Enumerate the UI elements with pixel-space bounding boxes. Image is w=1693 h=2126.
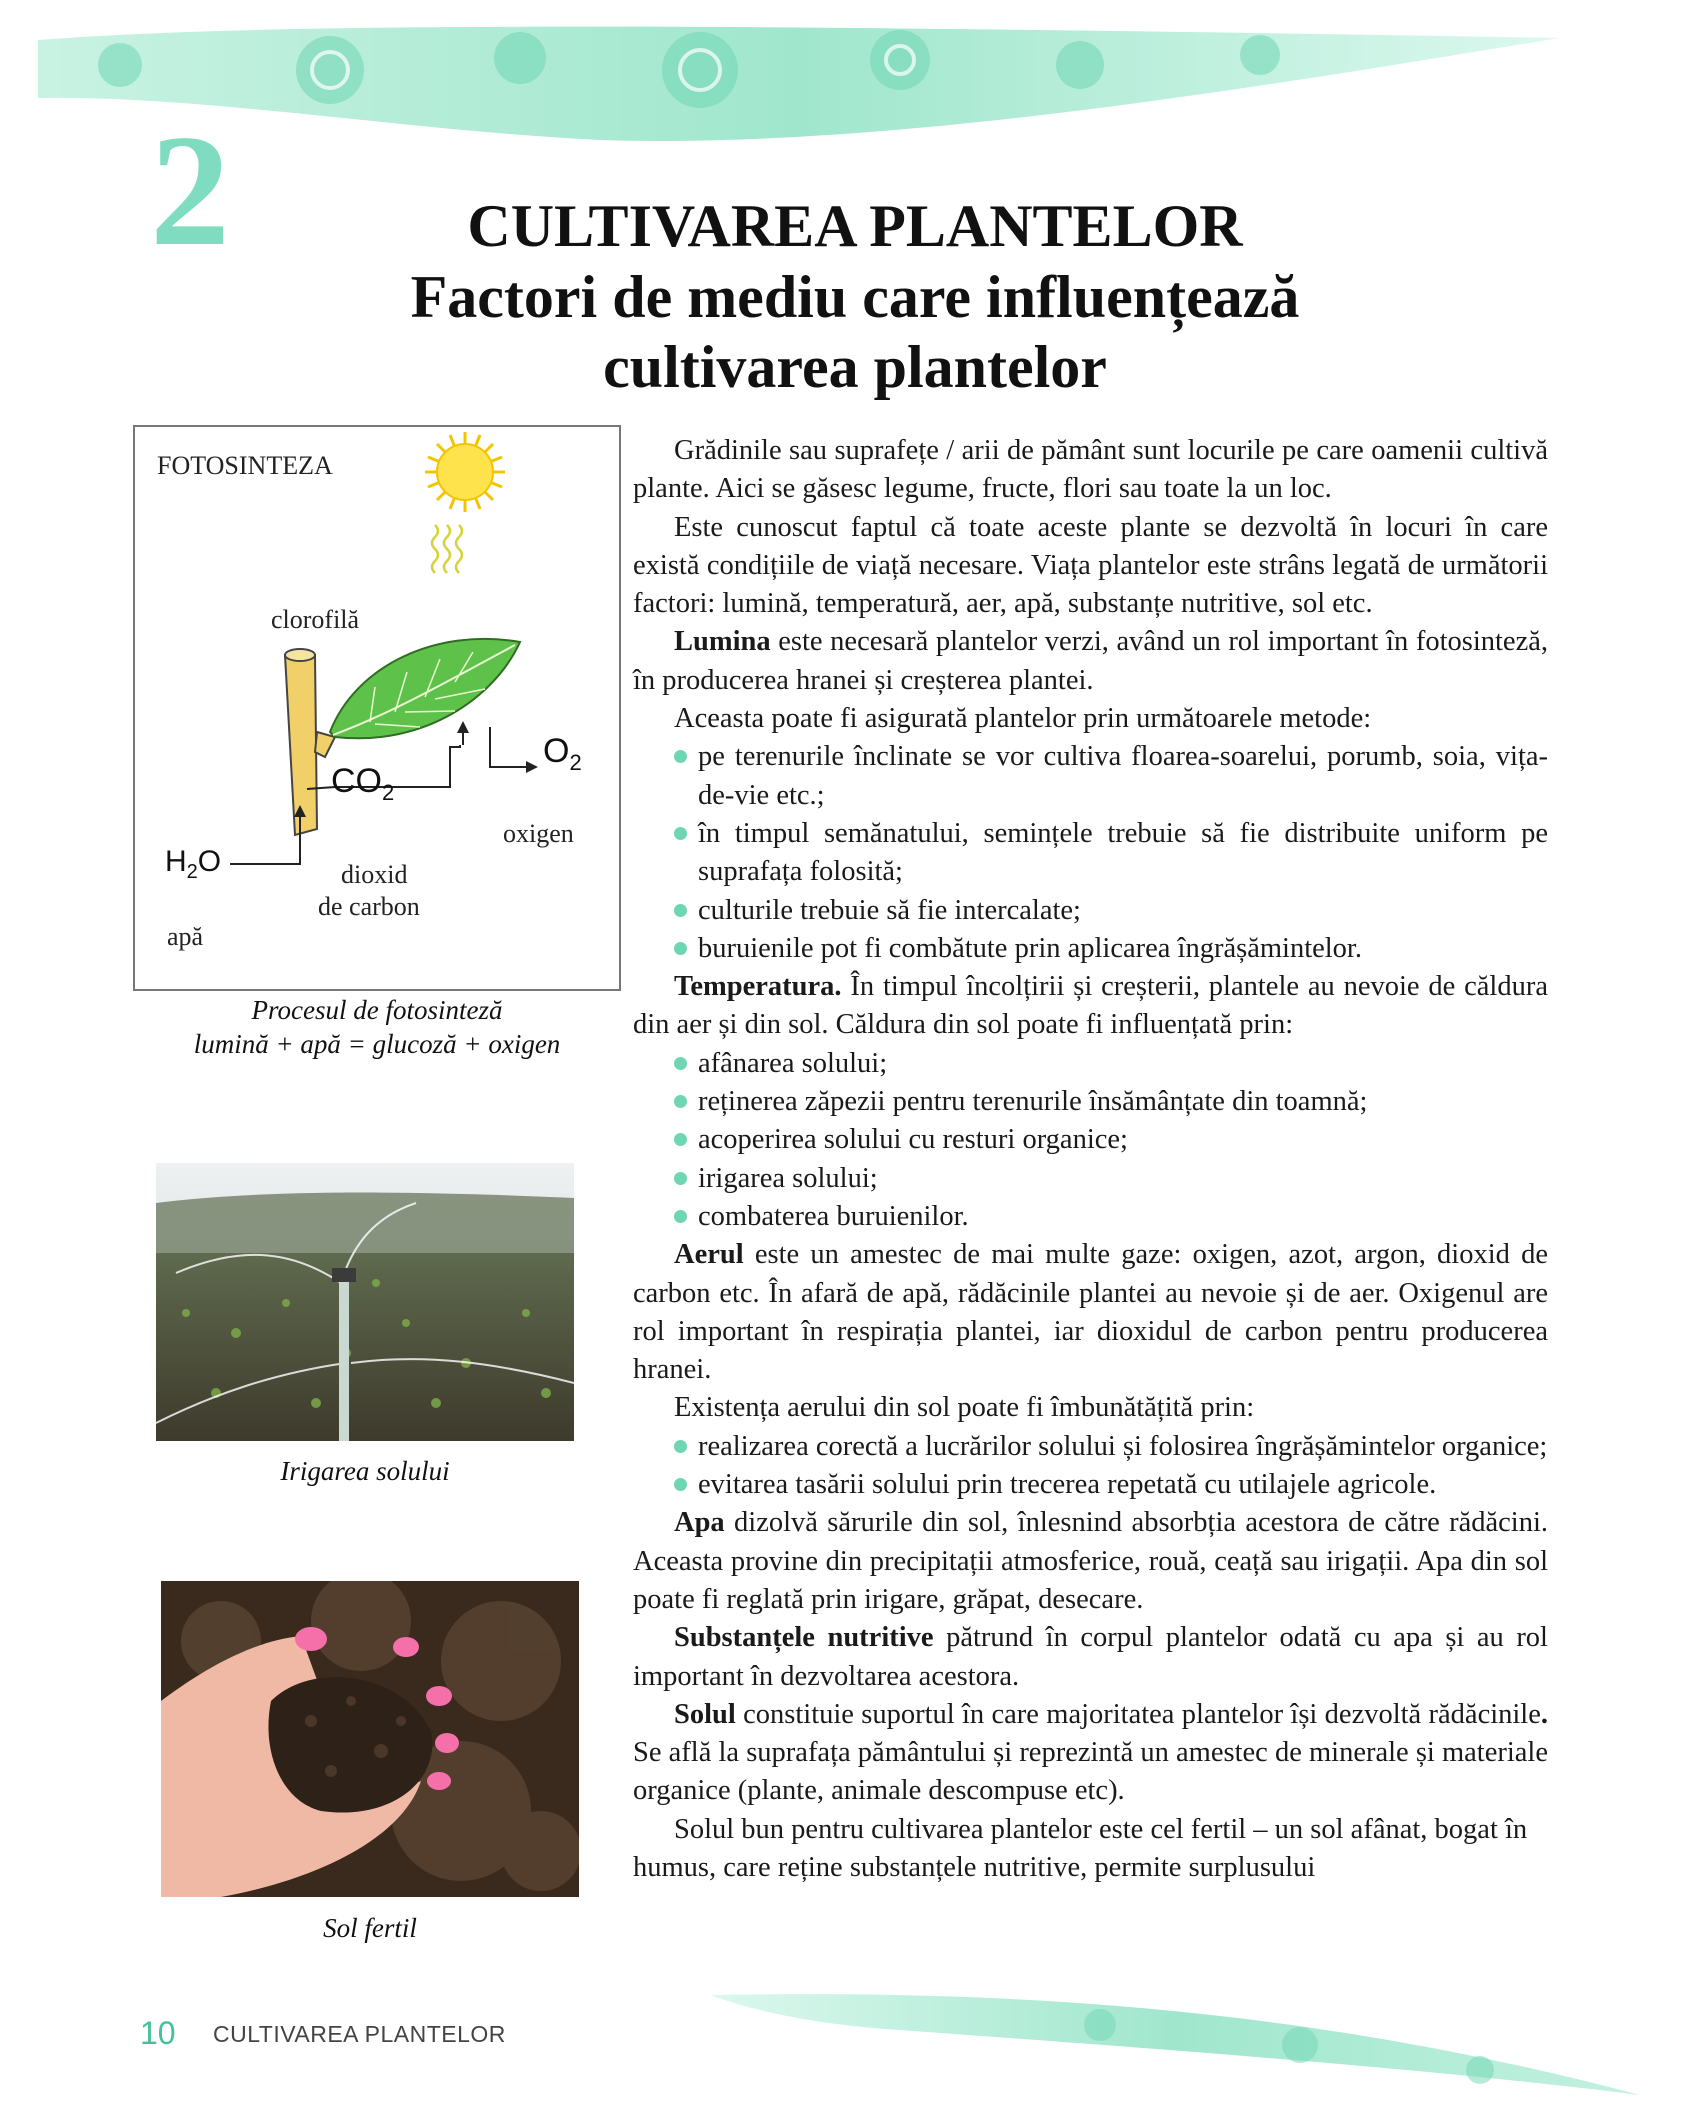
temperature-list-item: acoperirea solului cu resturi organice; (633, 1121, 1548, 1159)
diagram-caption-line-1: Procesul de fotosinteză (251, 995, 503, 1025)
temperature-list-item: afânarea solului; (633, 1045, 1548, 1083)
light-list-item: buruienile pot fi combătute prin aplicarea îngrășămintelor. (633, 930, 1548, 968)
term-water: Apa (674, 1507, 725, 1539)
paragraph-nutrients: Substanțele nutritive pătrund în corpul plantelor odată cu apa și au rol important în dezvoltarea acestora. (633, 1622, 1548, 1692)
page-subtitle-line-2: cultivarea plantelor (603, 334, 1107, 400)
label-co2-formula: $CO_2$ (331, 762, 395, 805)
light-list-item: pe terenurile înclinate se vor cultiva floarea-soarelui, porumb, soia, vița-de-vie etc.; (633, 738, 1548, 815)
temperature-list-item: irigarea solului; (633, 1160, 1548, 1198)
plant-stem-icon (285, 649, 335, 835)
label-o2-formula: $O_2$ (543, 732, 582, 775)
diagram-caption (133, 993, 621, 1061)
label-h2o-formula: $H_2O$ (165, 845, 222, 883)
label-carbon-dioxide-line-1: dioxid (341, 860, 408, 889)
light-list-item: în timpul semănatului, semințele trebuie să fie distribuite uniform pe suprafața folosită; (633, 815, 1548, 892)
paragraph-soil: Solul constituie suportul în care majoritatea plantelor își dezvoltă rădăcinile. Se află la suprafața pământului și reprezintă un amestec de minerale și materiale organice (plante, animale descompuse etc). (633, 1698, 1548, 1807)
diagram-heading: FOTOSINTEZA (157, 451, 333, 480)
page-title: CULTIVAREA PLANTELOR (467, 193, 1243, 259)
main-text-column (633, 432, 1548, 1887)
soil-caption: Sol fertil (323, 1913, 417, 1943)
temperature-list-item: reținerea zăpezii pentru terenurile însămânțate din toamnă; (633, 1083, 1548, 1121)
top-decorative-banner (0, 0, 1693, 150)
paragraph-intro: Grădinile sau suprafețe / arii de pământ sunt locurile pe care oamenii cultivă plante. Aici se găsesc legume, fructe, flori sau toate la un loc. (633, 435, 1548, 505)
page-number: 10 (140, 2015, 176, 2051)
bottom-decorative-banner (0, 1985, 1693, 2126)
air-list-item: realizarea corectă a lucrărilor solului și folosirea îngrășămintelor organice; (633, 1428, 1548, 1466)
paragraph-temperature: Temperatura. În timpul încolțirii și creșterii, plantele au nevoie de căldura din aer și din sol. Căldura din sol poate fi influențată prin: (633, 971, 1548, 1041)
fertile-soil-photo (161, 1581, 579, 1897)
photosynthesis-diagram (133, 425, 621, 991)
diagram-caption-line-2: lumină + apă = glucoză + oxigen (193, 1029, 561, 1059)
leaf-icon (330, 639, 520, 738)
paragraph-soil-fertile: Solul bun pentru cultivarea plantelor este cel fertil – un sol afânat, bogat în humus, care reține substanțele nutritive, permite surplusului (633, 1813, 1528, 1883)
footer-section-title: CULTIVAREA PLANTELOR (213, 2021, 506, 2047)
irrigation-caption: Irigarea solului (280, 1456, 450, 1486)
paragraph-light: Lumina este necesară plantelor verzi, având un rol important în fotosinteză, în producerea hranei și creșterea plantei. (633, 626, 1548, 696)
term-air: Aerul (674, 1239, 744, 1271)
chapter-number: 2 (150, 101, 230, 279)
sun-icon (425, 432, 505, 512)
air-list-item: evitarea tasării solului prin trecerea repetată cu utilajele agricole. (633, 1466, 1548, 1504)
paragraph-water: Apa dizolvă sărurile din sol, înlesnind absorbția acestora de către rădăcini. Aceasta provine din precipitații atmosferice, rouă, ceață sau irigații. Apa din sol poate fi reglată prin irigare, grăpat, desecare. (633, 1507, 1548, 1615)
label-chlorophyll: clorofilă (271, 605, 360, 634)
label-oxygen: oxigen (503, 819, 574, 848)
paragraph-air-intro: Existența aerului din sol poate fi îmbunătățită prin: (674, 1392, 1255, 1424)
irrigation-photo (156, 1163, 574, 1441)
term-nutrients: Substanțele nutritive (674, 1622, 934, 1654)
light-rays-icon (432, 525, 462, 573)
light-list-item: culturile trebuie să fie intercalate; (633, 892, 1548, 930)
term-soil: Solul (674, 1698, 736, 1730)
label-carbon-dioxide-line-2: de carbon (318, 892, 420, 921)
paragraph-conditions: Este cunoscut faptul că toate aceste plante se dezvoltă în locuri în care există condițiile de viață necesare. Viața plantelor este strâns legată de următorii factori: lumină, temperatură, aer, apă, substanțe nutritive, sol etc. (633, 511, 1548, 620)
temperature-list-item: combaterea buruienilor. (633, 1198, 1548, 1236)
title-block (300, 190, 1410, 402)
term-temperature: Temperatura. (674, 971, 842, 1003)
page-subtitle-line-1: Factori de mediu care influențează (410, 264, 1300, 330)
label-water: apă (167, 922, 204, 951)
paragraph-light-intro: Aceasta poate fi asigurată plantelor prin următoarele metode: (674, 703, 1372, 735)
term-light: Lumina (674, 626, 771, 658)
paragraph-air: Aerul este un amestec de mai multe gaze: oxigen, azot, argon, dioxid de carbon etc. În afară de apă, rădăcinile plantei au nevoie și de aer. Oxigenul are rol important în respirația plantei, iar dioxidul de carbon pentru producerea hranei. (633, 1239, 1548, 1386)
